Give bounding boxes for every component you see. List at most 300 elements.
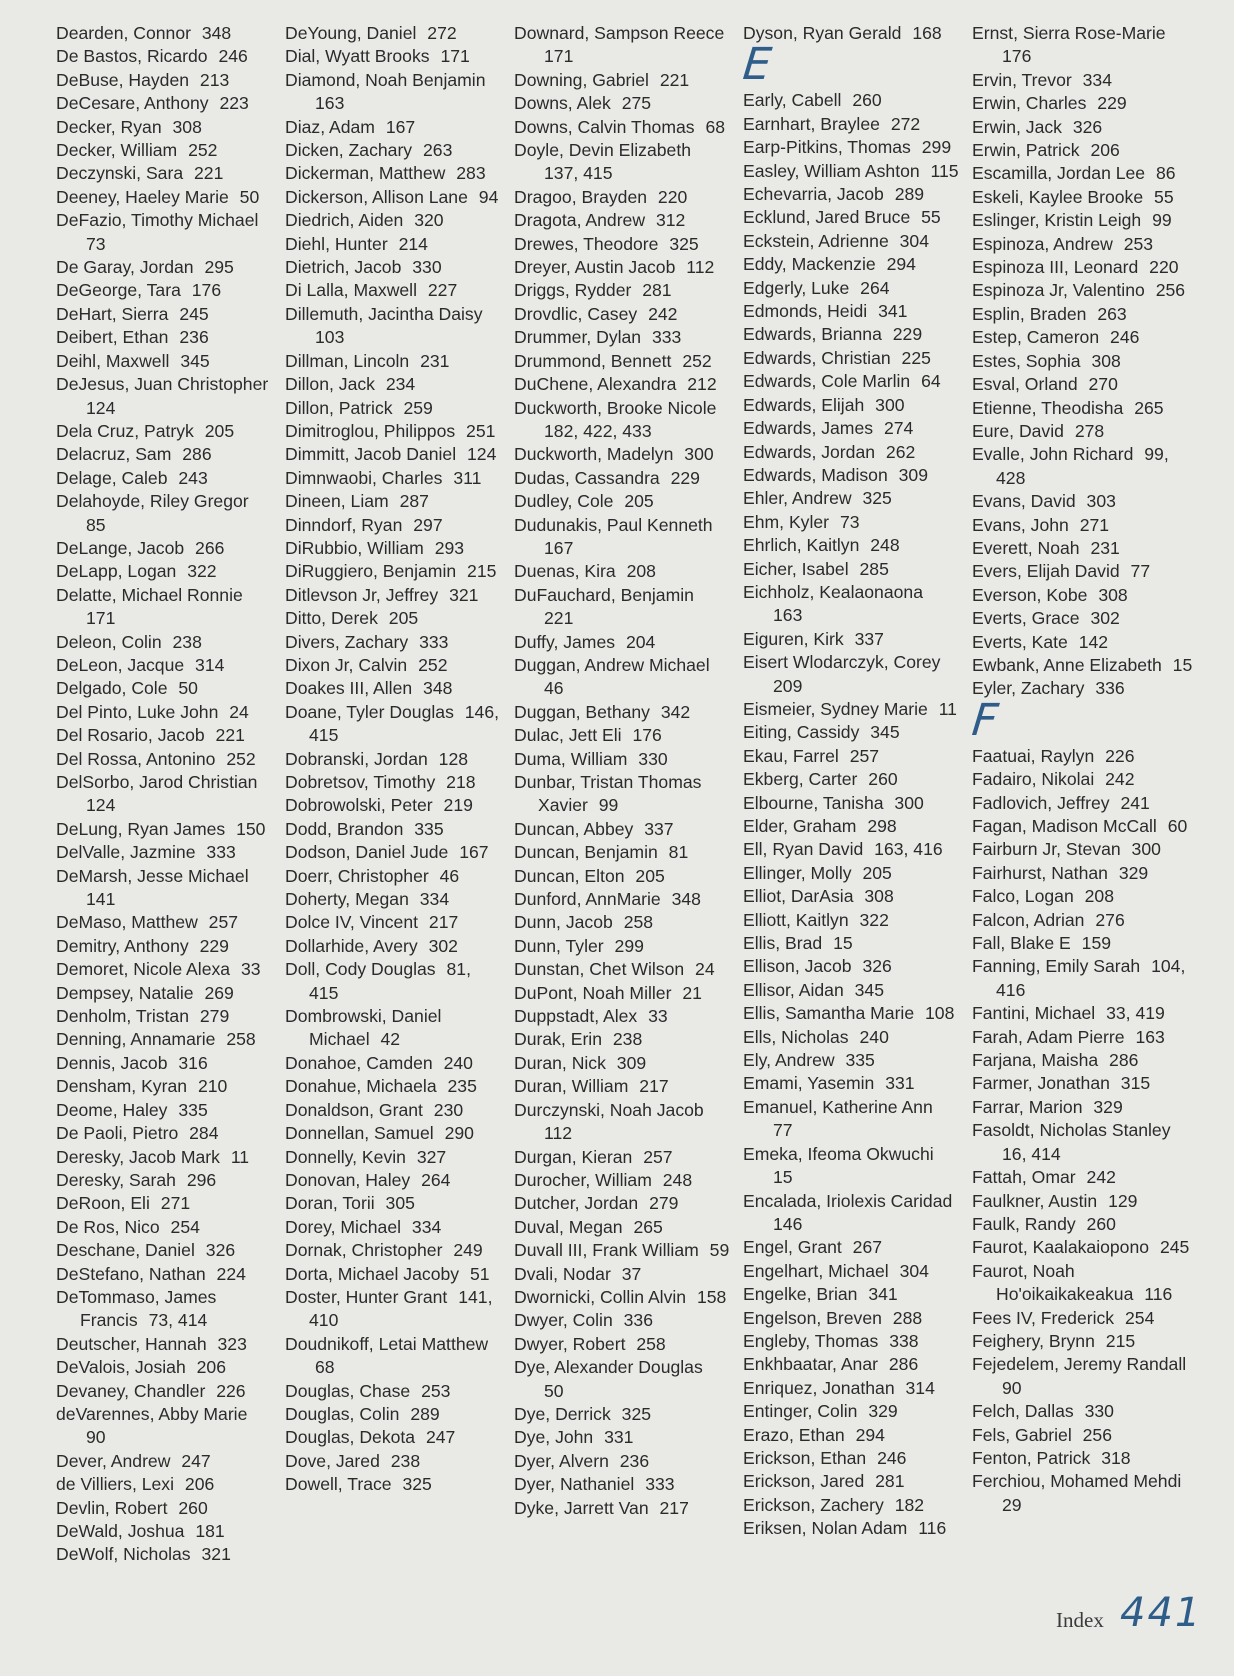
entry-name: Doudnikoff, Letai Matthew <box>285 1333 489 1354</box>
index-entry <box>743 1517 961 1540</box>
entry-name: Evans, David <box>972 491 1076 512</box>
entry-name: DeHart, Sierra <box>56 303 169 324</box>
entry-pages: 236 <box>179 327 209 348</box>
entry-name: Duvall III, Frank William <box>514 1240 699 1261</box>
entry-pages: 50 <box>544 1380 564 1401</box>
index-entry <box>743 487 961 510</box>
index-entry <box>56 771 274 818</box>
entry-name: Esval, Orland <box>972 374 1078 395</box>
entry-pages: 248 <box>662 1169 693 1190</box>
entry-name: Ehrlich, Kaitlyn <box>743 535 860 556</box>
entry-pages: 86 <box>1156 163 1176 184</box>
entry-name: Duncan, Benjamin <box>514 842 658 863</box>
entry-name: Dimmitt, Jacob Daniel <box>285 444 457 465</box>
entry-name: Feighery, Brynn <box>972 1330 1095 1351</box>
entry-pages: 208 <box>1084 886 1114 907</box>
index-entry <box>56 1122 274 1145</box>
index-entry <box>972 420 1202 443</box>
index-entry <box>56 350 274 373</box>
entry-name: Downs, Alek <box>514 93 611 114</box>
entry-name: Early, Cabell <box>743 90 842 111</box>
index-entry <box>743 1049 961 1072</box>
entry-pages: 308 <box>1098 584 1128 605</box>
index-entry <box>514 1403 732 1426</box>
entry-pages: 171 <box>544 46 574 67</box>
index-entry <box>514 186 732 209</box>
entry-name: Delahoyde, Riley Gregor <box>56 491 249 512</box>
index-column-5 <box>969 22 1202 1517</box>
entry-name: Dollarhide, Avery <box>285 935 418 956</box>
entry-name: Dennis, Jacob <box>56 1052 168 1073</box>
index-entry <box>743 1002 961 1025</box>
entry-pages: 205 <box>204 420 235 441</box>
entry-pages: 300 <box>684 444 714 465</box>
entry-name: Faurot, Noah Ho'oikaikakeakua <box>972 1260 1134 1305</box>
entry-name: Eddy, Mackenzie <box>743 254 876 275</box>
entry-pages: 269 <box>204 982 234 1003</box>
entry-pages: 314 <box>195 654 225 675</box>
index-entry <box>514 1005 732 1028</box>
entry-name: Dyke, Jarrett Van <box>514 1497 649 1518</box>
entry-pages: 333 <box>419 631 449 652</box>
index-entry <box>514 326 732 349</box>
index-entry <box>743 136 961 159</box>
entry-pages: 129 <box>1108 1190 1138 1211</box>
entry-name: DeGeorge, Tara <box>56 280 181 301</box>
index-entry <box>56 1146 274 1169</box>
entry-name: Everts, Kate <box>972 631 1068 652</box>
entry-name: Donnellan, Samuel <box>285 1123 434 1144</box>
index-entry <box>56 701 274 724</box>
entry-pages: 289 <box>410 1403 440 1424</box>
entry-pages: 229 <box>892 324 923 345</box>
index-entry <box>743 1236 961 1259</box>
entry-name: Eckstein, Adrienne <box>743 230 889 251</box>
entry-pages: 141 <box>86 889 116 910</box>
entry-name: Elliott, Kaitlyn <box>743 909 849 930</box>
entry-pages: 205 <box>624 491 654 512</box>
entry-pages: 316 <box>178 1052 208 1073</box>
entry-pages: 257 <box>849 745 880 766</box>
index-entry <box>56 279 274 302</box>
entry-name: Doster, Hunter Grant <box>285 1286 448 1307</box>
entry-pages: 342 <box>660 701 691 722</box>
index-entry <box>56 443 274 466</box>
entry-pages: 329 <box>1118 862 1149 883</box>
entry-pages: 348 <box>671 889 701 910</box>
entry-name: DuPont, Noah Miller <box>514 982 672 1003</box>
index-entry <box>514 397 732 444</box>
index-entry <box>56 1497 274 1520</box>
entry-name: Diedrich, Aiden <box>285 210 404 231</box>
entry-pages: 251 <box>466 420 496 441</box>
entry-pages: 99 <box>1152 210 1172 231</box>
index-entry <box>56 677 274 700</box>
entry-pages: 331 <box>604 1427 634 1448</box>
entry-name: Dempsey, Natalie <box>56 982 194 1003</box>
index-entry <box>56 186 274 209</box>
index-entry <box>285 1473 503 1496</box>
entry-pages: 257 <box>208 912 239 933</box>
entry-pages: 124 <box>86 795 116 816</box>
entry-name: Donahoe, Camden <box>285 1052 433 1073</box>
entry-name: Fairhurst, Nathan <box>972 862 1108 883</box>
entry-name: Edmonds, Heidi <box>743 301 868 322</box>
index-entry <box>56 162 274 185</box>
index-entry <box>743 1377 961 1400</box>
entry-name: Doakes III, Allen <box>285 678 413 699</box>
entry-pages: 293 <box>434 537 465 558</box>
index-entry <box>56 818 274 841</box>
entry-name: De Ros, Nico <box>56 1216 160 1237</box>
entry-pages: 21 <box>682 982 702 1003</box>
entry-name: Deresky, Sarah <box>56 1169 176 1190</box>
entry-pages: 217 <box>428 912 459 933</box>
entry-name: Felch, Dallas <box>972 1401 1074 1422</box>
entry-name: Dearden, Connor <box>56 23 191 43</box>
entry-pages: 326 <box>862 956 892 977</box>
index-entry <box>56 584 274 631</box>
entry-name: Ekberg, Carter <box>743 769 858 790</box>
entry-name: DeLung, Ryan James <box>56 818 226 839</box>
index-entry <box>56 1216 274 1239</box>
entry-name: Doerr, Christopher <box>285 865 429 886</box>
index-entry <box>743 253 961 276</box>
index-entry <box>972 792 1202 815</box>
index-entry <box>56 92 274 115</box>
entry-pages: 318 <box>1101 1447 1131 1468</box>
index-entry <box>285 1286 503 1333</box>
entry-name: Dodson, Daniel Jude <box>285 842 449 863</box>
entry-pages: 348 <box>201 23 232 43</box>
entry-pages: 272 <box>890 113 921 134</box>
index-entry <box>285 935 503 958</box>
index-entry <box>514 1426 732 1449</box>
entry-name: Dillman, Lincoln <box>285 350 410 371</box>
entry-pages: 325 <box>402 1474 432 1495</box>
entry-name: Fels, Gabriel <box>972 1424 1072 1445</box>
entry-pages: 279 <box>199 1006 230 1027</box>
index-entry <box>743 1447 961 1470</box>
entry-name: Dombrowski, Daniel Michael <box>285 1006 442 1050</box>
index-entry <box>56 748 274 771</box>
index-entry <box>743 815 961 838</box>
entry-name: Dye, Alexander Douglas <box>514 1357 703 1378</box>
index-entry <box>514 1028 732 1051</box>
entry-pages: 286 <box>1109 1050 1139 1071</box>
entry-pages: 253 <box>421 1380 451 1401</box>
entry-name: Ferchiou, Mohamed Mehdi <box>972 1471 1182 1492</box>
index-entry <box>514 514 732 561</box>
entry-pages: 73 <box>86 233 106 254</box>
entry-name: Driggs, Rydder <box>514 280 632 301</box>
entry-name: Fall, Blake E <box>972 933 1071 954</box>
entry-name: Erwin, Jack <box>972 116 1062 137</box>
entry-name: DuFauchard, Benjamin <box>514 584 694 605</box>
index-entry <box>743 230 961 253</box>
index-entry <box>743 1494 961 1517</box>
entry-pages: 304 <box>899 230 929 251</box>
entry-pages: 204 <box>625 631 656 652</box>
entry-name: Fadairo, Nikolai <box>972 769 1095 790</box>
entry-pages: 210 <box>197 1076 228 1097</box>
index-entry <box>514 1216 732 1239</box>
entry-name: Dwornicki, Collin Alvin <box>514 1286 687 1307</box>
entry-pages: 330 <box>412 257 442 278</box>
index-entry <box>56 1075 274 1098</box>
index-entry <box>285 420 503 443</box>
index-entry <box>743 581 961 628</box>
entry-pages: 275 <box>621 93 652 114</box>
entry-name: Emanuel, Katherine Ann <box>743 1096 933 1117</box>
entry-pages: 345 <box>854 979 884 1000</box>
entry-name: DuChene, Alexandra <box>514 374 677 395</box>
entry-pages: 68 <box>705 116 726 137</box>
entry-pages: 225 <box>901 347 931 368</box>
index-entry <box>972 326 1202 349</box>
entry-name: Farjana, Maisha <box>972 1050 1099 1071</box>
index-column-1 <box>56 22 274 1567</box>
entry-pages: 182, 422, 433 <box>544 420 652 441</box>
index-entry <box>972 955 1202 1002</box>
entry-pages: 329 <box>1093 1096 1123 1117</box>
index-entry <box>514 724 732 747</box>
entry-name: Diamond, Noah Benjamin <box>285 69 486 90</box>
index-entry <box>56 1333 274 1356</box>
entry-pages: 24 <box>229 701 249 722</box>
index-entry <box>972 560 1202 583</box>
entry-pages: 33 <box>240 959 261 980</box>
index-entry <box>972 1353 1202 1400</box>
entry-pages: 224 <box>216 1263 246 1284</box>
entry-name: Fejedelem, Jeremy Randall <box>972 1354 1187 1375</box>
entry-name: Duran, William <box>514 1076 629 1097</box>
entry-name: Drummer, Dylan <box>514 327 642 348</box>
entry-name: Encalada, Iriolexis Caridad <box>743 1190 953 1211</box>
entry-pages: 206 <box>184 1474 215 1495</box>
entry-pages: 266 <box>195 537 225 558</box>
entry-pages: 243 <box>178 467 208 488</box>
entry-name: Decker, William <box>56 140 178 161</box>
index-entry <box>285 701 503 748</box>
entry-pages: 227 <box>427 280 458 301</box>
index-entry <box>743 417 961 440</box>
index-entry <box>743 651 961 698</box>
index-entry <box>972 1424 1202 1447</box>
entry-name: Fagan, Madison McCall <box>972 816 1157 836</box>
entry-name: Duenas, Kira <box>514 561 616 582</box>
entry-pages: 263 <box>423 140 453 161</box>
entry-name: Farrar, Marion <box>972 1096 1083 1117</box>
index-entry <box>285 186 503 209</box>
entry-pages: 252 <box>418 654 448 675</box>
entry-name: Ehler, Andrew <box>743 488 852 509</box>
index-entry <box>514 279 732 302</box>
index-entry <box>514 1169 732 1192</box>
entry-name: Emeka, Ifeoma Okwuchi <box>743 1143 934 1164</box>
index-entry <box>56 631 274 654</box>
index-entry <box>972 1190 1202 1213</box>
entry-name: Deutscher, Hannah <box>56 1333 207 1354</box>
index-entry <box>514 467 732 490</box>
entry-name: DeFazio, Timothy Michael <box>56 210 259 231</box>
entry-pages: 256 <box>1082 1424 1112 1445</box>
entry-name: Deibert, Ethan <box>56 327 169 348</box>
entry-pages: 336 <box>623 1310 653 1331</box>
entry-pages: 333 <box>651 327 682 348</box>
index-entry <box>743 160 961 183</box>
index-entry <box>743 206 961 229</box>
entry-pages: 231 <box>420 350 450 371</box>
entry-pages: 220 <box>657 186 688 207</box>
index-entry <box>285 209 503 232</box>
index-entry <box>285 1426 503 1449</box>
index-entry <box>56 303 274 326</box>
entry-pages: 286 <box>182 444 212 465</box>
entry-name: Drovdlic, Casey <box>514 303 638 324</box>
index-entry <box>743 1072 961 1095</box>
index-entry <box>56 256 274 279</box>
entry-name: Dreyer, Austin Jacob <box>514 257 676 278</box>
index-entry <box>972 1307 1202 1330</box>
index-entry <box>285 139 503 162</box>
index-entry <box>285 1005 503 1052</box>
entry-pages: 278 <box>1074 420 1105 441</box>
index-entry <box>743 22 961 45</box>
entry-name: Douglas, Colin <box>285 1403 400 1424</box>
entry-pages: 208 <box>626 561 656 582</box>
entry-name: Denning, Annamarie <box>56 1029 216 1050</box>
index-entry <box>56 560 274 583</box>
entry-name: Edwards, Elijah <box>743 394 865 415</box>
index-entry <box>514 865 732 888</box>
entry-pages: 163, 416 <box>874 839 943 860</box>
entry-pages: 276 <box>1095 909 1125 930</box>
entry-pages: 333 <box>206 842 236 863</box>
index-entry <box>514 116 732 139</box>
entry-name: Enriquez, Jonathan <box>743 1377 895 1398</box>
entry-pages: 294 <box>886 254 916 275</box>
entry-pages: 334 <box>1082 69 1112 90</box>
entry-name: Ellis, Brad <box>743 933 823 954</box>
index-entry <box>285 162 503 185</box>
entry-name: Dragota, Andrew <box>514 210 646 231</box>
index-entry <box>56 537 274 560</box>
entry-pages: 238 <box>172 631 202 652</box>
entry-name: Dove, Jared <box>285 1450 380 1471</box>
entry-name: DeMarsh, Jesse Michael <box>56 865 249 886</box>
entry-name: DeLapp, Logan <box>56 561 177 582</box>
index-entry <box>743 909 961 932</box>
entry-name: Elder, Graham <box>743 816 857 836</box>
index-entry <box>285 771 503 794</box>
index-entry <box>514 303 732 326</box>
index-entry <box>743 347 961 370</box>
entry-name: DiRuggiero, Benjamin <box>285 561 457 582</box>
entry-pages: 305 <box>385 1193 415 1214</box>
index-entry <box>56 1263 274 1286</box>
index-entry <box>743 955 961 978</box>
entry-pages: 68 <box>315 1357 335 1378</box>
entry-name: Deresky, Jacob Mark <box>56 1146 220 1167</box>
entry-name: Ehm, Kyler <box>743 511 830 532</box>
entry-name: Dunn, Tyler <box>514 935 604 956</box>
index-entry <box>972 584 1202 607</box>
index-entry <box>285 116 503 139</box>
entry-name: Edwards, Cole Marlin <box>743 371 911 392</box>
index-entry <box>56 841 274 864</box>
entry-pages: 281 <box>875 1471 905 1492</box>
index-entry <box>514 1263 732 1286</box>
entry-pages: 150 <box>236 818 266 839</box>
entry-pages: 46 <box>544 678 564 699</box>
entry-name: Escamilla, Jordan Lee <box>972 163 1146 184</box>
entry-pages: 247 <box>181 1450 211 1471</box>
index-entry <box>743 370 961 393</box>
index-entry <box>743 768 961 791</box>
entry-name: Deleon, Colin <box>56 631 162 652</box>
entry-name: Ervin, Trevor <box>972 69 1072 90</box>
entry-pages: 226 <box>1105 745 1135 766</box>
entry-name: Everts, Grace <box>972 608 1080 629</box>
entry-pages: 270 <box>1088 374 1118 395</box>
entry-name: Echevarria, Jacob <box>743 184 884 205</box>
entry-name: Downard, Sampson Reece <box>514 23 725 43</box>
index-entry <box>514 1052 732 1075</box>
entry-pages: 337 <box>854 628 884 649</box>
index-entry <box>56 1356 274 1379</box>
entry-name: Diehl, Hunter <box>285 233 388 254</box>
index-entry <box>56 1028 274 1051</box>
entry-name: Espinoza, Andrew <box>972 233 1113 254</box>
index-entry <box>743 1190 961 1237</box>
entry-pages: 271 <box>1079 514 1110 535</box>
entry-name: Dobranski, Jordan <box>285 748 428 769</box>
entry-name: Dwyer, Robert <box>514 1333 626 1354</box>
index-entry <box>285 888 503 911</box>
entry-name: DeYoung, Daniel <box>285 23 417 43</box>
entry-pages: 322 <box>859 909 889 930</box>
index-entry <box>743 979 961 1002</box>
entry-pages: 112 <box>686 257 715 278</box>
entry-name: Dutcher, Jordan <box>514 1193 639 1214</box>
index-entry <box>743 113 961 136</box>
index-entry <box>285 1192 503 1215</box>
entry-pages: 90 <box>86 1427 106 1448</box>
entry-name: Erwin, Patrick <box>972 140 1080 161</box>
index-entry <box>972 490 1202 513</box>
index-entry <box>285 1333 503 1380</box>
entry-name: Elliot, DarAsia <box>743 886 854 907</box>
index-entry <box>743 698 961 721</box>
entry-pages: 289 <box>894 184 925 205</box>
index-column-2 <box>285 22 503 1497</box>
entry-name: Eiguren, Kirk <box>743 628 844 649</box>
index-entry <box>972 116 1202 139</box>
entry-name: Duran, Nick <box>514 1052 606 1073</box>
index-entry <box>743 792 961 815</box>
entry-pages: 15 <box>1172 654 1193 675</box>
entry-pages: 167 <box>385 116 416 137</box>
entry-name: Erickson, Ethan <box>743 1447 867 1468</box>
entry-pages: 257 <box>643 1146 673 1167</box>
entry-name: Dudunakis, Paul Kenneth <box>514 514 713 535</box>
index-entry <box>285 818 503 841</box>
entry-pages: 329 <box>868 1401 898 1422</box>
index-entry <box>972 1447 1202 1470</box>
index-entry <box>56 139 274 162</box>
entry-pages: 176 <box>191 280 222 301</box>
